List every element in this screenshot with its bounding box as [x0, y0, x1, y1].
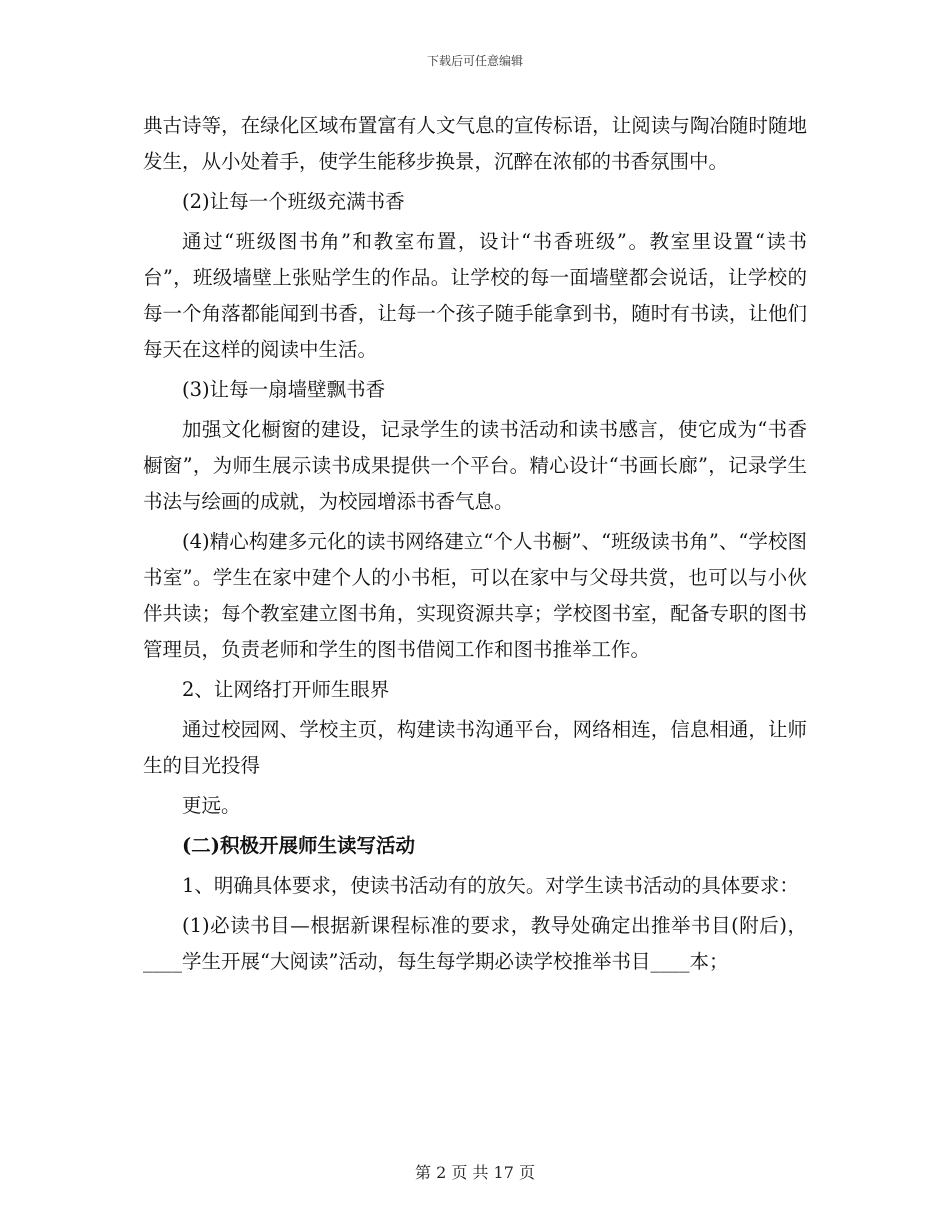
paragraph: 通过“班级图书角”和教室布置，设计“书香班级”。教室里设置“读书台”，班级墙壁上张贴学生的作品。让学校的每一面墙壁都会说话，让学校的每一个角落都能闻到书香，让每一个孩子随手能拿到书，随时有书读，让他们每天在这样的阅读中生活。 [143, 230, 807, 361]
paragraph: 更远。 [182, 794, 241, 817]
paragraph: 2、让网络打开师生眼界 [182, 678, 390, 701]
paragraph: 通过校园网、学校主页，构建读书沟通平台，网络相连，信息相通，让师生的目光投得 [143, 718, 807, 777]
paragraph: (1)必读书目—根据新课程标准的要求，教导处确定出推举书目(附后)，____学生开展“大阅读”活动，每生每学期必读学校推举书目____本； [143, 914, 807, 973]
paragraph: (4)精心构建多元化的读书网络建立“个人书橱”、“班级读书角”、“学校图书室”。学生在家中建个人的小书柜，可以在家中与父母共赏，也可以与小伙伴共读；每个教室建立图书角，实现资源共享；学校图书室，配备专职的图书管理员，负责老师和学生的图书借阅工作和图书推举工作。 [143, 530, 807, 661]
paragraph: 加强文化橱窗的建设，记录学生的读书活动和读书感言，使它成为“书香橱窗”，为师生展示读书成果提供一个平台。精心设计“书画长廊”，记录学生书法与绘画的成就，为校园增添书香气息。 [143, 418, 807, 513]
paragraph: 1、明确具体要求，使读书活动有的放矢。对学生读书活动的具体要求： [182, 874, 799, 897]
document-body [143, 108, 807, 984]
page-header: 下载后可任意编辑 [426, 54, 523, 68]
page-footer: 第 2 页 共 17 页 [415, 1163, 535, 1182]
paragraph: (2)让每一个班级充满书香 [182, 190, 405, 213]
paragraph: (3)让每一扇墙壁飘书香 [182, 378, 386, 401]
section-heading: (二)积极开展师生读写活动 [182, 834, 415, 857]
paragraph: 典古诗等，在绿化区域布置富有人文气息的宣传标语，让阅读与陶冶随时随地发生，从小处着手，使学生能移步换景，沉醉在浓郁的书香氛围中。 [143, 114, 807, 173]
